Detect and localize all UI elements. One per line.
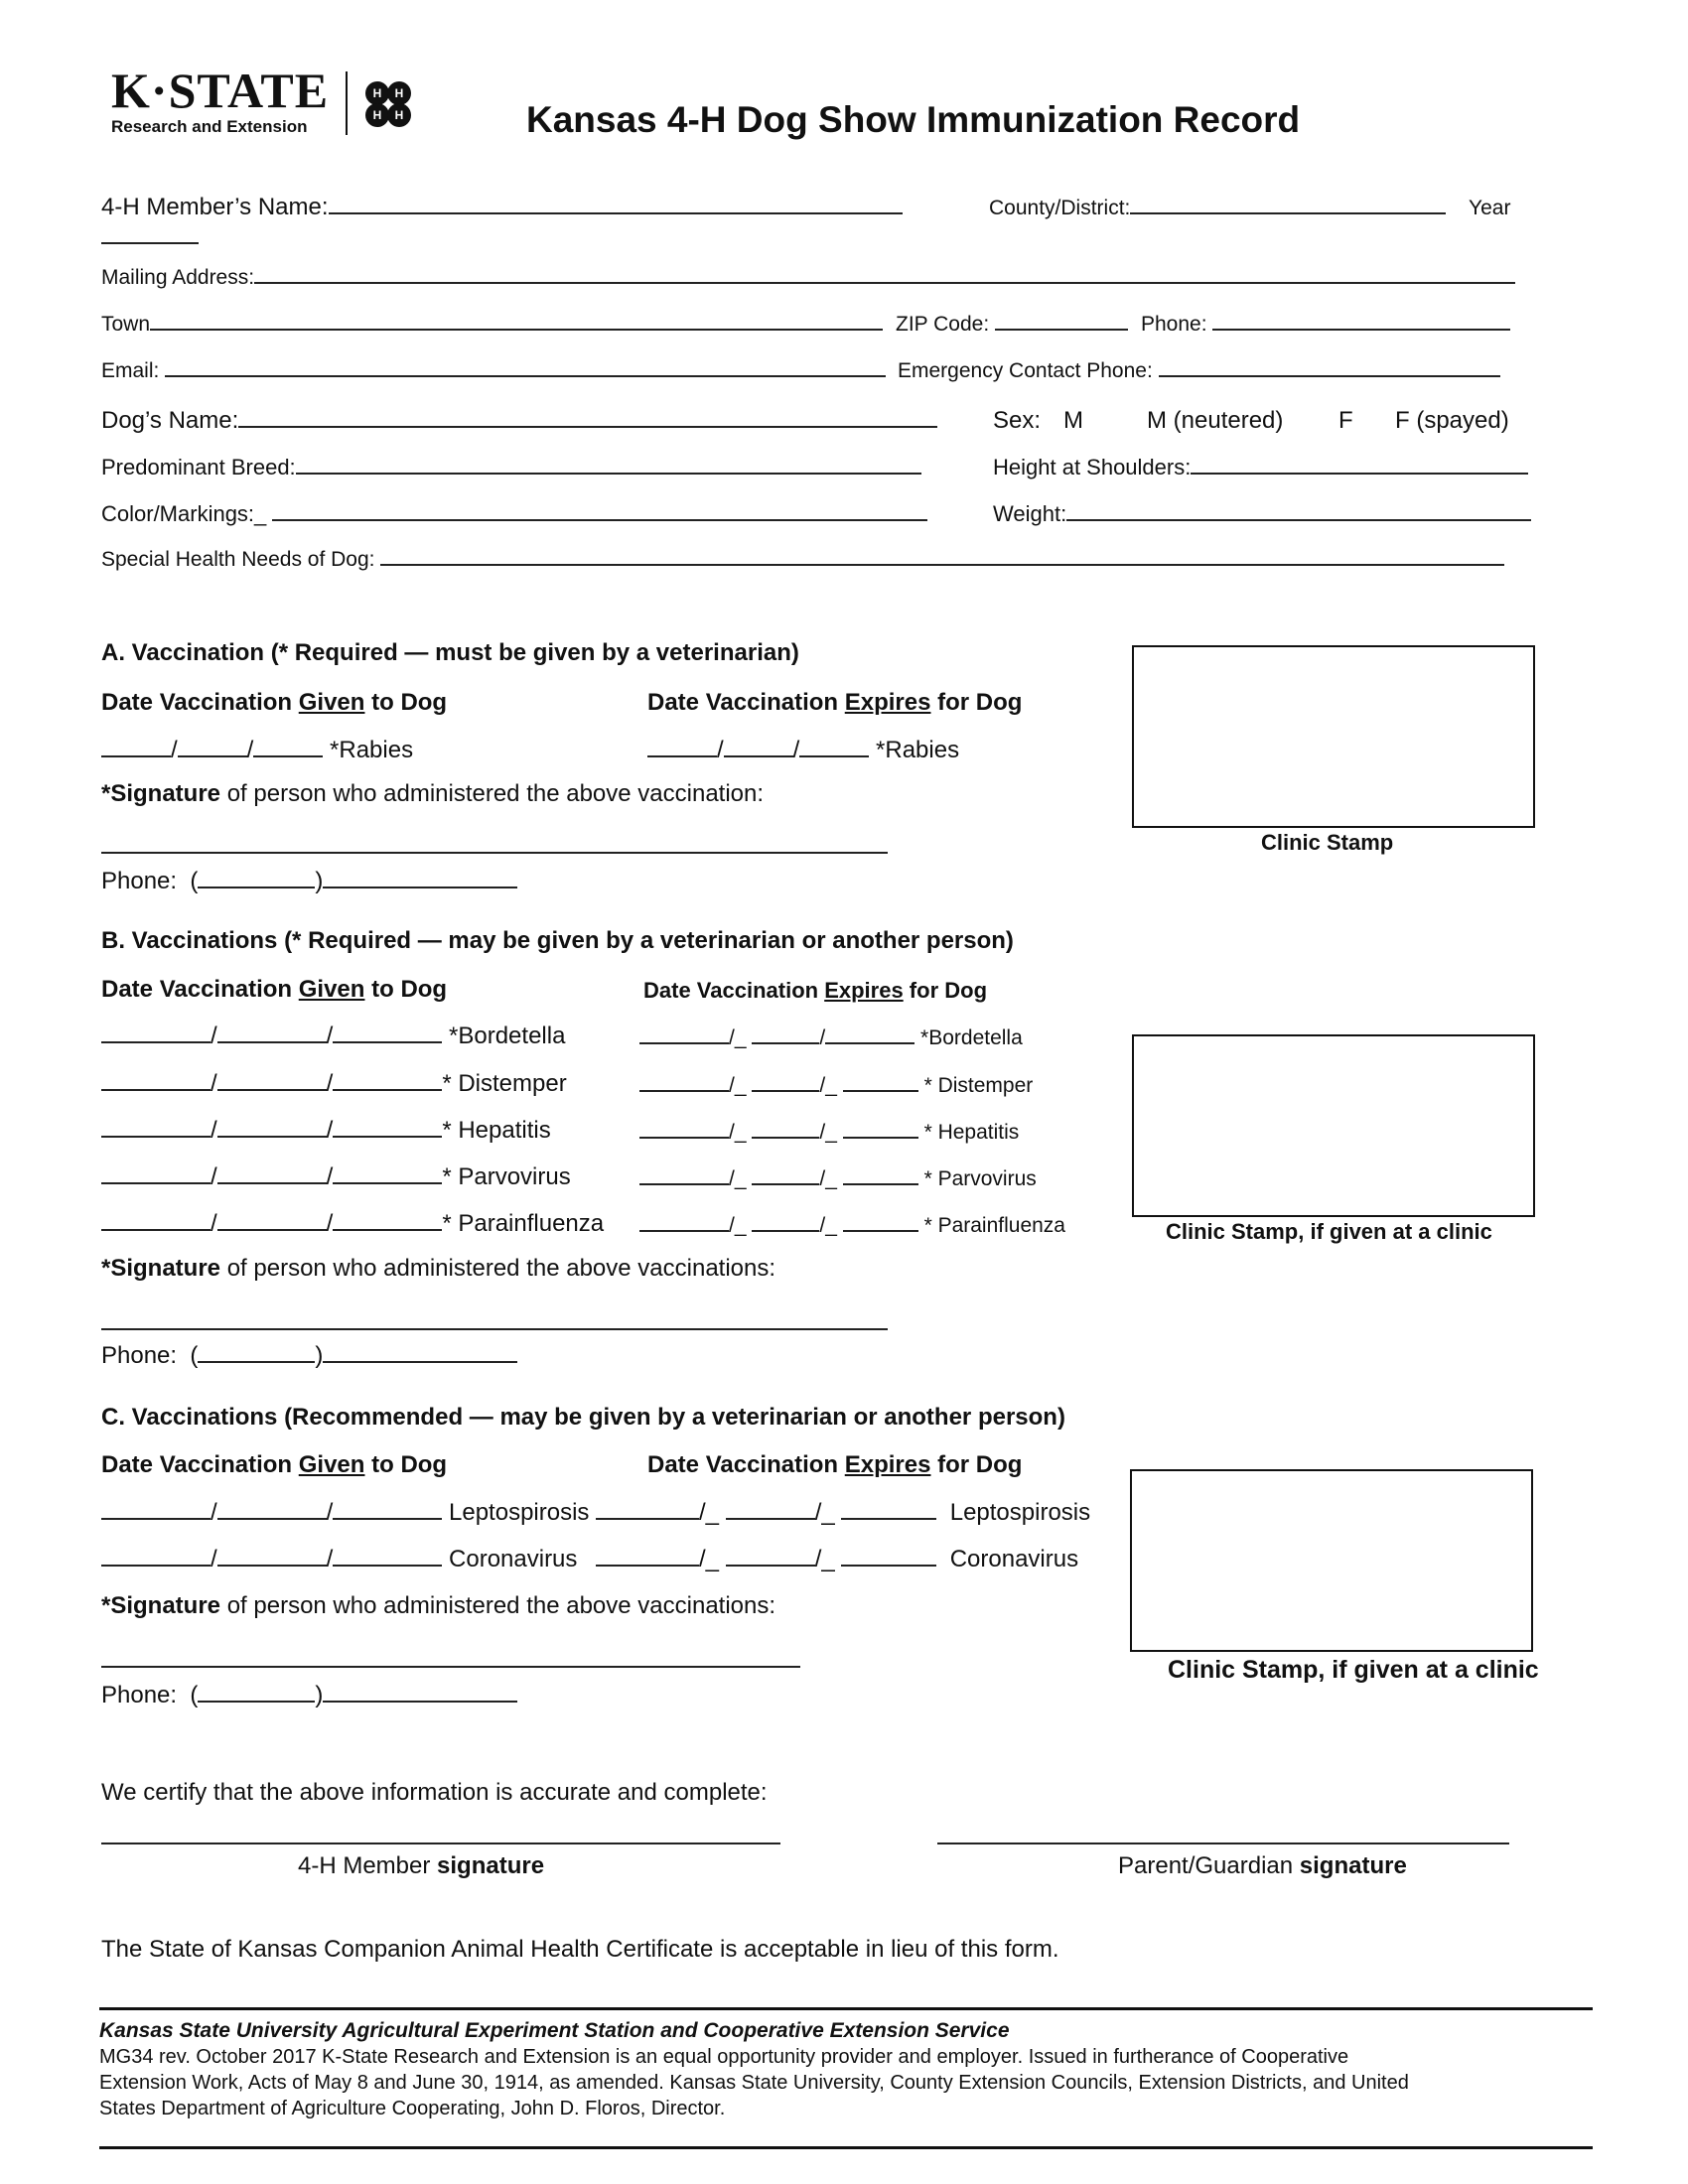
section-c-clinic-stamp-label: Clinic Stamp, if given at a clinic xyxy=(1168,1656,1539,1684)
kstate-logo xyxy=(111,63,330,137)
footer-heading: Kansas State University Agricultural Experiment Station and Cooperative Extension Service xyxy=(99,2019,1010,2042)
coronavirus-expires-label: Coronavirus xyxy=(949,1546,1079,1572)
parainfluenza-expires-date[interactable]: /_ /_ * Parainfluenza xyxy=(639,1214,1065,1238)
dog-name-field[interactable] xyxy=(101,407,937,435)
section-a-signature-label: *Signature of person who administered the above vaccination: xyxy=(101,780,765,807)
page-title: Kansas 4-H Dog Show Immunization Record xyxy=(526,99,1301,140)
member-signature-line[interactable] xyxy=(101,1843,780,1844)
section-b-signature-line[interactable] xyxy=(101,1328,888,1330)
hepatitis-given-label: * Hepatitis xyxy=(442,1117,551,1144)
zip-field[interactable] xyxy=(896,313,1128,337)
leptospirosis-expires-label: Leptospirosis xyxy=(949,1499,1091,1526)
sex-option-m[interactable]: M xyxy=(1063,407,1083,434)
coronavirus-given-label: Coronavirus xyxy=(449,1546,578,1572)
section-c-given-header: Date Vaccination Given to Dog xyxy=(101,1451,448,1478)
certify-statement: We certify that the above information is accurate and complete: xyxy=(101,1779,768,1806)
section-b-expires-header: Date Vaccination Expires for Dog xyxy=(643,978,988,1003)
footer-line-1: MG34 rev. October 2017 K-State Research and Extension is an equal opportunity provider and employer. Issued in furtherance of Cooperative xyxy=(99,2046,1349,2068)
parainfluenza-given-label: * Parainfluenza xyxy=(442,1210,605,1237)
phone-label: Phone: xyxy=(1141,313,1207,336)
hepatitis-expires-label: * Hepatitis xyxy=(923,1121,1020,1144)
coronavirus-expires-date[interactable]: /_ /_ Coronavirus xyxy=(596,1546,1078,1573)
section-a-clinic-stamp-box[interactable] xyxy=(1132,645,1535,828)
bordetella-given-label: *Bordetella xyxy=(449,1023,566,1049)
county-label: County/District: xyxy=(989,197,1131,219)
sex-option-m-neutered[interactable]: M (neutered) xyxy=(1147,407,1284,434)
sex-option-f[interactable]: F xyxy=(1338,407,1353,434)
logo-tagline: Research and Extension xyxy=(111,117,308,136)
section-b-clinic-stamp-box[interactable] xyxy=(1132,1034,1535,1217)
parvovirus-given-date[interactable]: / / * Parvovirus xyxy=(101,1163,571,1191)
dog-name-label: Dog’s Name: xyxy=(101,407,239,434)
section-c-signature-label: *Signature of person who administered the above vaccinations: xyxy=(101,1592,776,1619)
parent-signature-label: Parent/Guardian signature xyxy=(1118,1852,1407,1879)
parvovirus-expires-date[interactable]: /_ /_ * Parvovirus xyxy=(639,1167,1037,1191)
svg-text:H: H xyxy=(394,108,404,122)
rabies-given-label: *Rabies xyxy=(330,737,414,763)
footer-top-rule xyxy=(99,2007,1593,2010)
bordetella-expires-date[interactable]: /_ / *Bordetella xyxy=(639,1026,1023,1050)
town-field[interactable] xyxy=(101,313,883,337)
section-b-given-header: Date Vaccination Given to Dog xyxy=(101,976,448,1003)
svg-text:H: H xyxy=(394,86,404,100)
section-b-heading: B. Vaccinations (* Required — may be given by a veterinarian or another person) xyxy=(101,927,1014,954)
section-b-clinic-stamp-label: Clinic Stamp, if given at a clinic xyxy=(1166,1219,1492,1244)
section-c-heading: C. Vaccinations (Recommended — may be given by a veterinarian or another person) xyxy=(101,1404,1065,1431)
weight-field[interactable] xyxy=(993,501,1531,527)
distemper-expires-date[interactable]: /_ /_ * Distemper xyxy=(639,1074,1033,1098)
zip-label: ZIP Code: xyxy=(896,313,990,336)
parvovirus-expires-label: * Parvovirus xyxy=(923,1167,1037,1190)
rabies-given-date[interactable]: / / *Rabies xyxy=(101,737,413,764)
email-field[interactable] xyxy=(101,359,886,383)
footer-bottom-rule xyxy=(99,2146,1593,2149)
section-c-signature-line[interactable] xyxy=(101,1666,800,1668)
section-b-phone-label: Phone: xyxy=(101,1342,178,1369)
phone-field[interactable] xyxy=(1141,313,1510,337)
rabies-expires-date[interactable]: / / *Rabies xyxy=(647,737,959,764)
parvovirus-given-label: * Parvovirus xyxy=(442,1163,571,1190)
special-needs-field[interactable] xyxy=(101,548,1504,572)
section-a-phone-field[interactable]: Phone: ( ) xyxy=(101,868,517,895)
special-needs-label: Special Health Needs of Dog: xyxy=(101,548,375,571)
footer-line-2: Extension Work, Acts of May 8 and June 30, 1914, as amended. Kansas State University, County Extension Councils, Extension Districts, and United xyxy=(99,2072,1409,2094)
mailing-address-label: Mailing Address: xyxy=(101,266,255,289)
bordetella-expires-label: *Bordetella xyxy=(920,1026,1023,1049)
parainfluenza-given-date[interactable]: / / * Parainfluenza xyxy=(101,1210,604,1238)
sex-label: Sex: xyxy=(993,407,1042,434)
emergency-phone-label: Emergency Contact Phone: xyxy=(898,359,1153,382)
section-c-phone-field[interactable]: Phone: ( ) xyxy=(101,1682,517,1709)
town-label: Town xyxy=(101,313,151,336)
leptospirosis-given-date[interactable]: / / Leptospirosis xyxy=(101,1499,589,1527)
breed-label: Predominant Breed: xyxy=(101,455,296,479)
coronavirus-given-date[interactable]: / / Coronavirus xyxy=(101,1546,577,1573)
svg-text:H: H xyxy=(372,108,382,122)
clover-icon xyxy=(357,73,419,135)
sex-option-f-spayed[interactable]: F (spayed) xyxy=(1395,407,1509,434)
height-label: Height at Shoulders: xyxy=(993,455,1192,479)
section-a-expires-header: Date Vaccination Expires for Dog xyxy=(647,689,1023,716)
hepatitis-given-date[interactable]: / / * Hepatitis xyxy=(101,1117,551,1145)
parent-signature-line[interactable] xyxy=(937,1843,1509,1844)
section-a-clinic-stamp-label: Clinic Stamp xyxy=(1261,830,1394,855)
rabies-expires-label: *Rabies xyxy=(876,737,960,763)
section-a-given-header: Date Vaccination Given to Dog xyxy=(101,689,448,716)
bordetella-given-date[interactable]: / / *Bordetella xyxy=(101,1023,565,1050)
emergency-phone-field[interactable] xyxy=(898,359,1500,383)
parainfluenza-expires-label: * Parainfluenza xyxy=(923,1214,1065,1237)
county-field[interactable] xyxy=(989,197,1446,220)
section-c-expires-header: Date Vaccination Expires for Dog xyxy=(647,1451,1023,1478)
year-label: Year xyxy=(1469,197,1511,219)
section-b-signature-label: *Signature of person who administered the above vaccinations: xyxy=(101,1255,776,1282)
section-a-signature-line[interactable] xyxy=(101,852,888,854)
svg-text:H: H xyxy=(372,86,382,100)
mailing-address-field[interactable] xyxy=(101,266,1515,290)
section-a-phone-label: Phone: xyxy=(101,868,178,894)
logo-wordmark: K·STATE xyxy=(111,63,330,118)
member-name-field[interactable] xyxy=(101,194,903,221)
distemper-given-label: * Distemper xyxy=(442,1070,567,1097)
leptospirosis-given-label: Leptospirosis xyxy=(449,1499,590,1526)
color-field[interactable] xyxy=(101,501,927,527)
logo-divider xyxy=(346,71,348,135)
weight-label: Weight: xyxy=(993,501,1067,526)
distemper-expires-label: * Distemper xyxy=(923,1074,1034,1097)
section-c-clinic-stamp-box[interactable] xyxy=(1130,1469,1533,1652)
height-field[interactable] xyxy=(993,455,1528,480)
footer-line-3: States Department of Agriculture Cooperating, John D. Floros, Director. xyxy=(99,2098,726,2119)
section-a-heading: A. Vaccination (* Required — must be given by a veterinarian) xyxy=(101,639,799,666)
section-c-phone-label: Phone: xyxy=(101,1682,178,1708)
distemper-given-date[interactable]: / / * Distemper xyxy=(101,1070,567,1098)
email-label: Email: xyxy=(101,359,160,382)
member-signature-label: 4-H Member signature xyxy=(298,1852,545,1879)
hepatitis-expires-date[interactable]: /_ /_ * Hepatitis xyxy=(639,1121,1019,1145)
section-b-phone-field[interactable]: Phone: ( ) xyxy=(101,1342,517,1370)
leptospirosis-expires-date[interactable]: /_ /_ Leptospirosis xyxy=(596,1499,1090,1527)
year-field[interactable] xyxy=(101,222,199,244)
color-label: Color/Markings:_ xyxy=(101,501,267,526)
member-name-label: 4-H Member’s Name: xyxy=(101,194,329,220)
lieu-note: The State of Kansas Companion Animal Health Certificate is acceptable in lieu of this form. xyxy=(101,1936,1059,1963)
breed-field[interactable] xyxy=(101,455,921,480)
